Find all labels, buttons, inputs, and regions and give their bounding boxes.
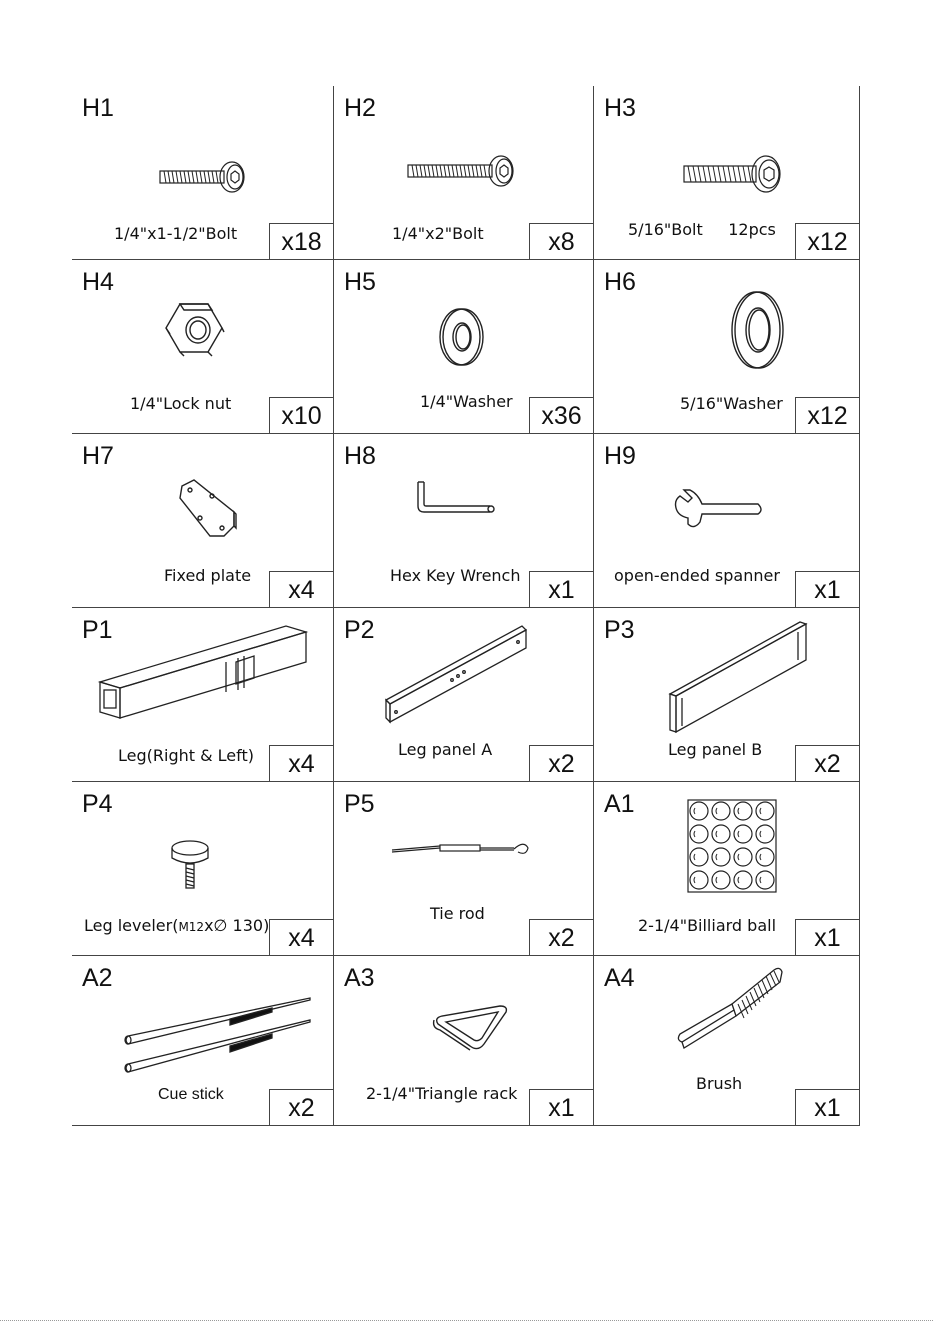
part-cell-p1	[72, 608, 334, 782]
part-quantity: x4	[269, 919, 333, 955]
leg-panel-b-icon	[666, 620, 810, 734]
part-quantity: x1	[795, 571, 859, 607]
part-cell-h8	[334, 434, 594, 608]
part-label-thread: M12	[178, 920, 205, 934]
part-cell-h7	[72, 434, 334, 608]
part-code: A4	[604, 964, 635, 992]
part-cell-a4	[594, 956, 860, 1126]
leg-leveler-icon	[168, 838, 214, 892]
part-cell-p4	[72, 782, 334, 956]
washer-small-icon	[436, 304, 488, 370]
part-label	[84, 916, 269, 935]
part-code: P1	[82, 616, 113, 644]
part-quantity: x36	[529, 397, 593, 433]
part-code: H4	[82, 268, 114, 296]
part-label: 2-1/4"Triangle rack	[366, 1084, 518, 1103]
part-quantity: x2	[529, 745, 593, 781]
washer-large-icon	[728, 288, 788, 372]
spanner-icon	[670, 486, 766, 530]
brush-icon	[674, 964, 786, 1056]
part-cell-h2	[334, 86, 594, 260]
part-quantity: x1	[529, 571, 593, 607]
part-cell-p3	[594, 608, 860, 782]
part-code: H6	[604, 268, 636, 296]
part-code: H8	[344, 442, 376, 470]
part-code: A3	[344, 964, 375, 992]
part-cell-a2	[72, 956, 334, 1126]
part-cell-p5	[334, 782, 594, 956]
part-code: H5	[344, 268, 376, 296]
part-code: H1	[82, 94, 114, 122]
billiard-balls-icon	[686, 798, 778, 894]
part-label: Hex Key Wrench	[390, 566, 521, 585]
lock-nut-icon	[162, 300, 226, 360]
part-label: 1/4"x1-1/2"Bolt	[114, 224, 238, 243]
part-cell-p2	[334, 608, 594, 782]
part-label: Leg panel A	[398, 740, 493, 759]
part-label: Leg panel B	[668, 740, 763, 759]
part-code: P3	[604, 616, 635, 644]
part-quantity: x18	[269, 223, 333, 259]
part-cell-a1	[594, 782, 860, 956]
part-code: H2	[344, 94, 376, 122]
part-cell-h4	[72, 260, 334, 434]
part-code: A2	[82, 964, 113, 992]
part-code: H3	[604, 94, 636, 122]
part-label: open-ended spanner	[614, 566, 780, 585]
part-label-main: Leg leveler(	[84, 916, 179, 935]
part-label: 5/16"Washer	[680, 394, 783, 413]
part-cell-h6	[594, 260, 860, 434]
part-label: 5/16"Bolt 12pcs	[628, 220, 776, 239]
bolt-thick-icon	[682, 154, 786, 194]
part-quantity: x1	[795, 919, 859, 955]
part-quantity: x2	[529, 919, 593, 955]
page-bottom-rule	[0, 1320, 933, 1321]
part-quantity: x4	[269, 745, 333, 781]
part-quantity: x4	[269, 571, 333, 607]
part-quantity: x8	[529, 223, 593, 259]
fixed-plate-icon	[176, 478, 240, 542]
part-quantity: x1	[795, 1089, 859, 1125]
cue-stick-icon	[122, 996, 314, 1076]
bolt-long-icon	[406, 154, 518, 188]
part-label: Brush	[696, 1074, 743, 1093]
part-cell-h1	[72, 86, 334, 260]
part-label: 1/4"Lock nut	[130, 394, 232, 413]
part-label: Tie rod	[430, 904, 485, 923]
part-code: P4	[82, 790, 113, 818]
parts-list	[72, 86, 860, 1126]
part-code: A1	[604, 790, 635, 818]
tie-rod-icon	[390, 838, 532, 862]
part-cell-h9	[594, 434, 860, 608]
part-cell-h5	[334, 260, 594, 434]
part-code: H9	[604, 442, 636, 470]
part-quantity: x12	[795, 397, 859, 433]
part-code: P5	[344, 790, 375, 818]
leg-icon	[96, 622, 316, 722]
leg-panel-a-icon	[382, 622, 530, 730]
bolt-short-icon	[158, 160, 248, 194]
part-code: P2	[344, 616, 375, 644]
part-quantity: x10	[269, 397, 333, 433]
part-cell-a3	[334, 956, 594, 1126]
part-label: 2-1/4"Billiard ball	[638, 916, 777, 935]
part-label: 1/4"Washer	[420, 392, 513, 411]
part-quantity: x2	[795, 745, 859, 781]
part-quantity: x1	[529, 1089, 593, 1125]
part-label: 1/4"x2"Bolt	[392, 224, 484, 243]
part-quantity: x2	[269, 1089, 333, 1125]
triangle-rack-icon	[432, 1004, 526, 1052]
part-code: H7	[82, 442, 114, 470]
part-cell-h3	[594, 86, 860, 260]
part-label-size: x∅ 130)	[204, 916, 270, 935]
hex-key-icon	[414, 478, 498, 518]
part-label: Cue stick	[158, 1086, 224, 1103]
part-label: Leg(Right & Left)	[118, 746, 254, 765]
part-label: Fixed plate	[164, 566, 252, 585]
part-quantity: x12	[795, 223, 859, 259]
